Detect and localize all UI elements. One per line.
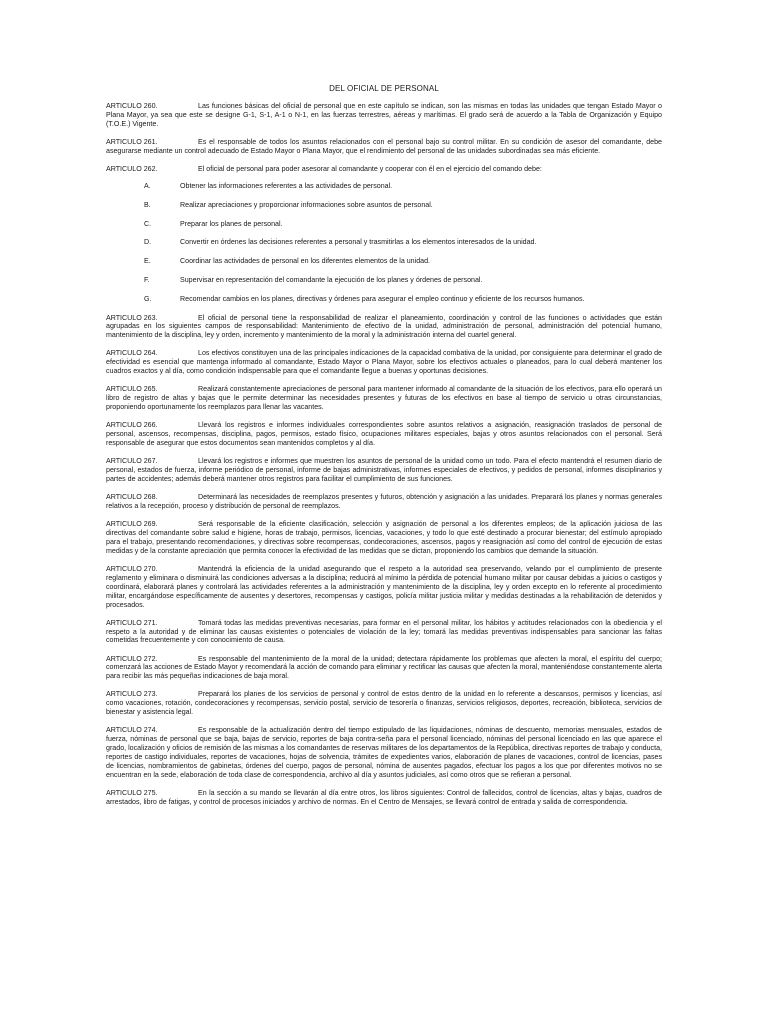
article-label: ARTICULO 270. [106,564,158,573]
article-label: ARTICULO 274. [106,726,158,735]
article-paragraph [106,385,662,412]
document-body [106,102,662,816]
article-label: ARTICULO 272. [106,654,158,663]
list-item [106,276,662,285]
list-item-text: Obtener las informaciones referentes a las actividades de personal. [180,182,393,190]
article-label: ARTICULO 265. [106,385,158,394]
article-label: ARTICULO 273. [106,690,158,699]
article-paragraph [106,165,662,174]
list-item [106,220,662,229]
article-paragraph [106,314,662,341]
page-title: DEL OFICIAL DE PERSONAL [329,84,439,93]
article-paragraph [106,690,662,717]
list-item-text: Preparar los planes de personal. [180,219,283,228]
list-item-letter: F. [144,275,150,284]
articles-before-list [106,102,662,174]
article-label: ARTICULO 263. [106,313,158,322]
article-label: ARTICULO 269. [106,520,158,529]
list-item [106,257,662,266]
article-label: ARTICULO 268. [106,493,158,502]
article-text: Es responsable del mantenimiento de la moral de la unidad; detectara rápidamente los problemas que afecten la moral, el espíritu del cuerpo; comenzará las acciones de Estado Mayor y recomendará la acción de comando para eliminar y rectificar las causas que afecten la moral, manteniéndose constantemente alerta para recibir las más pequeñas indicaciones de baja moral. [106,654,662,681]
list-item-text: Coordinar las actividades de personal en los diferentes elementos de la unidad. [180,257,431,266]
list-item-text: Supervisar en representación del comandante la ejecución de los planes y órdenes de personal. [180,275,483,284]
list-item [106,238,662,247]
article-label: ARTICULO 267. [106,457,158,466]
list-item [106,182,662,191]
article-text: Los efectivos constituyen una de las principales indicaciones de la capacidad combativa de la unidad, por consiguiente para determinar el grado de efectividad es esencial que mantenga informado al comandante, Estado Mayor o Plana Mayor, sobre los efectivos actuales o planeados, para lo cual deberá mantener los cuadros exactos y al día, como condición indispensable para que el comandante llegue a buenas y oportunas decisiones. [106,349,662,376]
list-item-text: Recomendar cambios en los planes, directivas y órdenes para asegurar el empleo continuo y eficiente de los recursos humanos. [180,294,585,303]
article-text: Las funciones básicas del oficial de personal que en este capítulo se indican, son las mismas en todas las unidades que tengan Estado Mayor o Plana Mayor, ya sea que este se designe G-1, S-1, A-1 o N-1, en las fuerzas terrestres, aéreas y marítimas. El grado será de acuerdo a la Tabla de Organización y Equipo (T.O.E.) Vigente. [106,102,662,128]
list-item-letter: G. [144,294,152,303]
list-item-letter: C. [144,219,152,228]
article-paragraph [106,349,662,376]
article-paragraph [106,493,662,511]
article-text: Tomará todas las medidas preventivas necesarias, para formar en el personal militar, los hábitos y actitudes relacionados con la obediencia y el respeto a la autoridad y de eliminar las causas existentes o potenciales de violación de la ley; tomará las medidas preventivas indispensables para sancionar las faltas cometidas frecuentemente y con conocimiento de causa. [106,618,662,645]
article-paragraph [106,138,662,156]
duties-list [106,182,662,304]
article-paragraph [106,565,662,610]
article-text: El oficial de personal tiene la responsabilidad de realizar el planeamiento, coordinación y control de las funciones o actividades que están agrupadas en los siguientes campos de responsabilidad: Mantenimiento de efectivo de la unidad, administración de personal, administración del potencial humano, mantenimiento de la disciplina, ley y orden, incremento y mantenimiento de la moral y la administración interna del cuartel general. [106,313,662,340]
article-text: Determinará las necesidades de reemplazos presentes y futuros, obtención y asignación a las unidades. Preparará los planes y normas generales relativos a la recepción, proceso y distribución de personal de reemplazos. [106,493,662,511]
article-text: Realizará constantemente apreciaciones de personal para mantener informado al comandante de la situación de los efectivos, para ello operará un libro de registro de altas y bajas que le permite determinar las necesidades presentes y futuras de los efectivos en base al tiempo de servicio u otras circunstancias, proponiendo oportunamente los reemplazos para llenar las vacantes. [106,385,662,412]
list-item-text: Realizar apreciaciones y proporcionar informaciones sobre asuntos de personal. [180,200,433,209]
article-label: ARTICULO 262. [106,164,158,173]
article-text: Llevará los registros e informes individuales correspondientes sobre asuntos relativos a asignación, reasignación traslados de personal de personal, ascensos, recompensas, disciplina, pagos, permisos, estado físico, ocupaciones militares especiales, bajas y otros asuntos relacionados con el personal. Será responsable de asegurar que estos documentos sean mantenidos completos y al día. [106,421,662,448]
article-label: ARTICULO 261. [106,137,158,146]
article-paragraph [106,789,662,807]
articles-after-list [106,314,662,807]
article-paragraph [106,726,662,779]
article-text: Es el responsable de todos los asuntos relacionados con el personal bajo su control militar. En su condición de asesor del comandante, debe asegurarse mediante un control adecuado de Estado Mayor o Plana Mayor, que el rendimiento del personal de las unidades subordinadas sea más eficiente. [106,137,662,155]
article-text: Mantendrá la eficiencia de la unidad asegurando que el respeto a la autoridad sea preservando, velando por el cumplimiento de presente reglamento y eliminara o disminuirá las condiciones adversas a la disciplina; reducirá al mínimo la pérdida de potencial humano militar por causar debidas a juicios o castigos y coordinará, elaborará planes y controlará las actividades referentes a la administración y mantenimiento de la disciplina, ley y orden excepto en lo referente al procedimiento militar, encargándose específicamente de ausentes y desertores, recompensas y castigos, policía militar justicia militar y medidas destinadas a la rehabilitación de detenidos y procesados. [106,564,662,609]
article-paragraph [106,102,662,129]
article-text: Es responsable de la actualización dentro del tiempo estipulado de las liquidaciones, nóminas de descuento, memorias mensuales, estados de fuerza, nóminas de personal que se baja, bajas de servicio, reportes de baja contra-seña para el personal licenciado, nóminas del personal licenciado en las que aparece el grado, localización y oficios de remisión de las mismas a los comandantes de reservas militares de los departamentos de la República, directivas reportes de trabajo y conducta, reportes de castigo individuales, reportes de vacaciones, hojas de solvencia, trámites de expedientes varios, elaboración de planes de vacaciones, control de licencias, pases de licencias, nombramientos de gabinetas, órdenes del cuerpo, pagos de personal, nómina de ausentes pagados, efectuar los pagos a los que por diferentes motivos no se encuentran en la sede, elaboración de toda clase de correspondencia, archivo al día y asuntos judiciales, así como otros que se refieran a personal. [106,726,662,779]
article-paragraph [106,619,662,646]
article-label: ARTICULO 275. [106,788,158,797]
list-item-text: Convertir en órdenes las decisiones referentes a personal y trasmitirlas a los elementos interesados de la unidad. [180,238,537,247]
article-text: Será responsable de la eficiente clasificación, selección y asignación de personal a los diferentes empleos; de la aplicación juiciosa de las directivas del comandante sobre salud e higiene, horas de trabajo, permisos, licencias, vacaciones, y todo lo que esté destinado a procurar bienestar; del estímulo apropiado para el trabajo, presentando recomendaciones, y directivas sobre recompensas, condecoraciones, ascensos, pagos y reasignación así como del control de ejecución de estas medidas y de la constante apreciación que permita conocer la efectividad de las medidas que se dictan, proponiendo los cambios que demande la situación. [106,520,662,555]
article-text: El oficial de personal para poder asesorar al comandante y cooperar con él en el ejercicio del comando debe: [198,164,542,173]
article-paragraph [106,457,662,484]
article-label: ARTICULO 266. [106,421,158,430]
article-label: ARTICULO 264. [106,349,158,358]
article-text: En la sección a su mando se llevarán al día entre otros, los libros siguientes: Control de fallecidos, control de licencias, altas y bajas, cuadros de arrestados, libro de fatigas, y control de procesos iniciados y archivo de normas. En el Centro de Mensajes, se llevará control de entrada y salida de correspondencia. [106,788,662,806]
article-label: ARTICULO 271. [106,618,158,627]
article-text: Preparará los planes de los servicios de personal y control de estos dentro de la unidad en lo referente a descansos, permisos y licencias, así como vacaciones, rotación, condecoraciones y recompensas, servicio postal, servicio de tesorería o finanzas, servicios religiosos, deportes, recreación, biblioteca, servicios de bienestar y asistencia legal. [106,690,662,717]
list-item [106,201,662,210]
list-item-letter: D. [144,238,152,247]
list-item-letter: A. [144,182,151,190]
list-item-letter: B. [144,200,151,209]
article-paragraph [106,655,662,682]
article-paragraph [106,520,662,556]
article-text: Llevará los registros e informes que muestren los asuntos de personal de la unidad como un todo. Para el efecto mantendrá el resumen diario de personal, estados de fuerza, informe periódico de personal, informe de bajas administrativas, informes especiales de efectivos, y pedidos de personal, informes disciplinarios y partes de accidentes; además deberá mantener otros registros para facilitar el cumplimiento de sus funciones. [106,457,662,484]
list-item-letter: E. [144,257,151,266]
article-label: ARTICULO 260. [106,102,158,110]
list-item [106,295,662,304]
article-paragraph [106,421,662,448]
